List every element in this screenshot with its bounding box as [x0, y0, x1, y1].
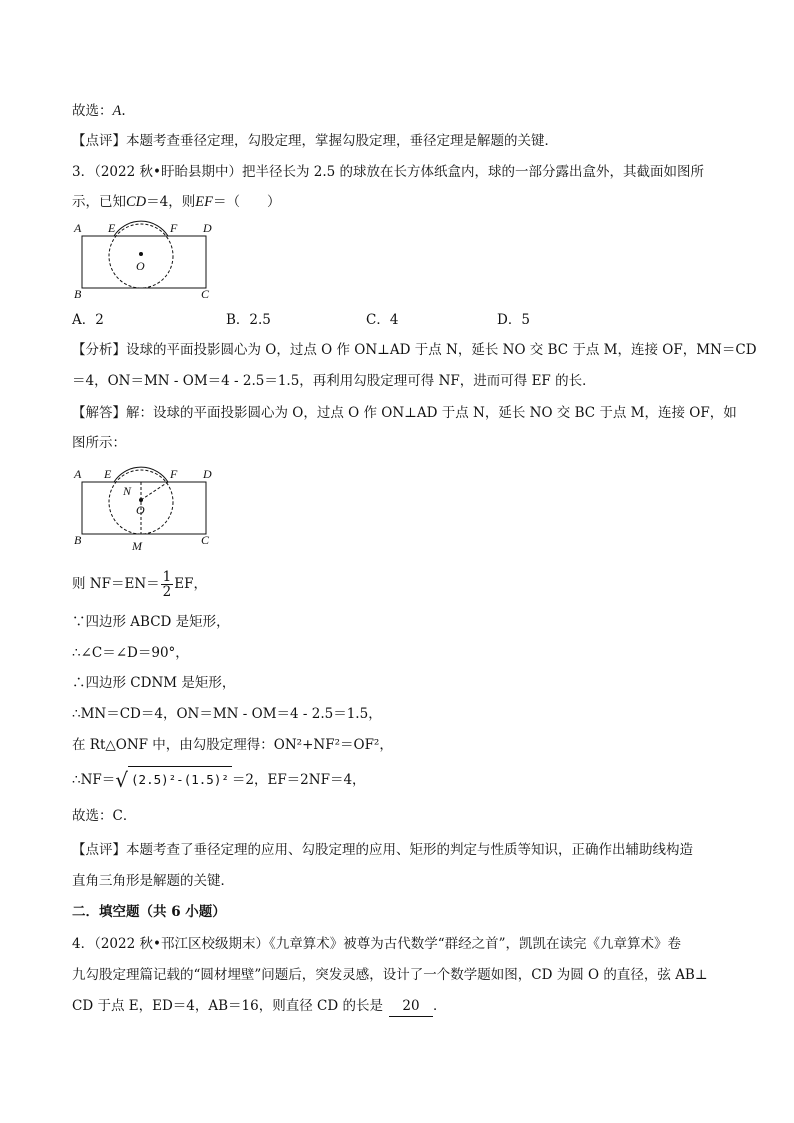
label-a: A: [74, 221, 82, 235]
section-heading: 二．填空题（共 6 小题）: [72, 904, 226, 920]
answer-blank: 20: [389, 996, 433, 1017]
center-point: [139, 252, 143, 256]
label-d: D: [203, 221, 212, 235]
question-3-line2: 示，已知CD＝4，则EF＝（ ）: [72, 194, 281, 210]
answer-line-prev: 故选：A.: [72, 103, 126, 119]
step-4: ∴四边形 CDNM 是矩形，: [72, 675, 236, 691]
ball-arc: [114, 221, 168, 236]
step-6: 在 Rt△ONF 中，由勾股定理得：ON²+NF²＝OF²，: [72, 737, 393, 753]
label-d-2: D: [203, 467, 212, 481]
option-c: C．4: [366, 312, 399, 328]
label-e-2: E: [104, 467, 112, 481]
option-a: A．2: [72, 312, 104, 328]
option-d: D．5: [497, 312, 530, 328]
review-line1: 【点评】本题考查了垂径定理的应用、勾股定理的应用、矩形的判定与性质等知识，正确作出辅助线构造: [72, 842, 693, 858]
step-2: ∵四边形 ABCD 是矩形，: [72, 614, 230, 630]
review-line2: 直角三角形是解题的关键．: [72, 873, 234, 889]
label-b: B: [74, 287, 82, 301]
step-1: 则 NF＝EN＝ $\frac{1}{2}$ EF，: [72, 569, 207, 600]
solution-line2: 图所示：: [72, 435, 126, 451]
solution-tag: 【解答】: [72, 405, 126, 421]
question-4-line3: CD 于点 E，ED＝4，AB＝16，则直径 CD 的长是 20 ．: [72, 996, 732, 1017]
analysis-line2: ＝4，ON＝MN - OM＝4 - 2.5＝1.5，再利用勾股定理可得 NF，进而可得 EF 的长．: [72, 373, 596, 389]
label-f: F: [170, 221, 178, 235]
solution-line1: 【解答】解：设球的平面投影圆心为 O，过点 O 作 ON⊥AD 于点 N，延长 NO 交 BC 于点 M，连接 OF，如: [72, 405, 737, 421]
step-7: ∴NF＝√ (2.5)²-(1.5)² ＝2，EF＝2NF＝4，: [72, 768, 366, 792]
label-o-2: O: [136, 503, 145, 517]
fraction-half: $\frac{1}{2}$: [162, 569, 172, 600]
label-c: C: [201, 287, 210, 301]
review-tag: 【点评】: [72, 133, 126, 149]
step-5: ∴MN＝CD＝4，ON＝MN - OM＝4 - 2.5＝1.5，: [72, 706, 382, 722]
analysis-tag: 【分析】: [72, 342, 126, 358]
label-n-2: N: [123, 484, 132, 498]
question-4-line1: 4．（2022 秋•邗江区校级期末）《九章算术》被尊为古代数学“群经之首”，凯凯在读完《九章算术》卷: [72, 936, 682, 952]
option-b: B．2.5: [226, 312, 271, 328]
label-c-2: C: [201, 533, 210, 547]
sqrt-radicand: (2.5)²-(1.5)²: [128, 766, 232, 793]
analysis-line1: 【分析】设球的平面投影圆心为 O，过点 O 作 ON⊥AD 于点 N，延长 NO 交 BC 于点 M，连接 OF，MN＝CD: [72, 342, 757, 358]
label-m-2: M: [132, 539, 142, 553]
center-point-2: [139, 498, 143, 502]
question-4-line2: 九勾股定理篇记载的“圆材埋壁”问题后，突发灵感，设计了一个数学题如图，CD 为圆 O 的直径，弦 AB⊥: [72, 967, 708, 983]
label-e: E: [108, 221, 116, 235]
review-tag-2: 【点评】: [72, 842, 126, 858]
figure-1: [70, 216, 220, 304]
label-b-2: B: [74, 533, 82, 547]
sqrt-sign: √: [115, 768, 129, 792]
ball-arc-2: [114, 467, 168, 482]
step-3: ∴∠C＝∠D＝90°，: [72, 645, 189, 661]
label-f-2: F: [170, 467, 178, 481]
review-prev: 【点评】本题考查垂径定理，勾股定理，掌握勾股定理，垂径定理是解题的关键．: [72, 133, 558, 149]
figure-2: [70, 462, 220, 556]
step-8: 故选：C．: [72, 808, 137, 824]
label-a-2: A: [74, 467, 82, 481]
label-o: O: [136, 259, 145, 273]
line-of: [141, 482, 168, 500]
question-3-line1: 3．（2022 秋•盱眙县期中）把半径长为 2.5 的球放在长方体纸盒内，球的一部分露出盒外，其截面如图所: [72, 164, 705, 180]
